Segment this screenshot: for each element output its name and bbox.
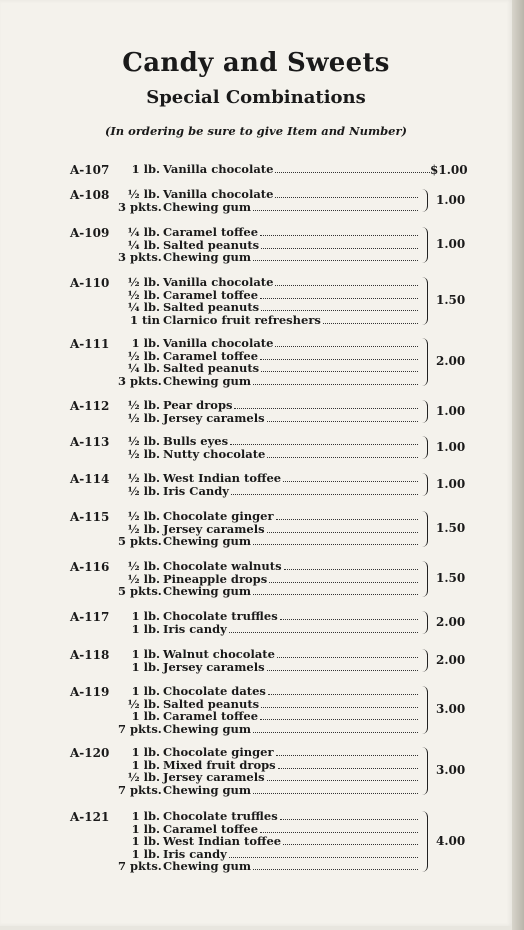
- item-quantity: 1 lb.: [131, 709, 160, 724]
- item-quantity: ¼ lb.: [127, 237, 160, 252]
- item-code: A-108: [70, 188, 110, 202]
- item-name: Chewing gum: [163, 782, 252, 797]
- grouping-brace: [421, 338, 428, 386]
- item-name: Caramel toffee: [163, 348, 259, 363]
- item-code: A-113: [70, 435, 110, 449]
- dot-leader: [275, 188, 418, 198]
- item-name: Chewing gum: [163, 721, 252, 736]
- item-quantity: 1 lb.: [131, 846, 160, 861]
- grouping-brace: [421, 686, 428, 734]
- item-quantity: 1 lb.: [131, 659, 160, 674]
- item-quantity: 1 lb.: [131, 809, 160, 823]
- item-name: West Indian toffee: [163, 471, 282, 485]
- item-quantity: 1 lb.: [131, 336, 160, 350]
- dot-leader: [267, 523, 418, 533]
- item-name: Chewing gum: [163, 534, 252, 549]
- dot-leader: [230, 435, 418, 445]
- item-code: A-110: [70, 276, 110, 290]
- item-name: Caramel toffee: [163, 287, 259, 302]
- dot-leader: [253, 860, 418, 870]
- grouping-brace: [421, 473, 428, 496]
- dot-leader: [260, 226, 418, 236]
- item-quantity: ½ lb.: [127, 187, 160, 201]
- item-name: Clarnico fruit refreshers: [163, 312, 321, 327]
- dot-leader: [229, 623, 418, 633]
- item-name: Jersey caramels: [163, 770, 265, 785]
- item-code: A-114: [70, 472, 110, 486]
- item-quantity: 1 lb.: [131, 162, 160, 176]
- item-code: A-109: [70, 226, 110, 240]
- dot-leader: [278, 759, 418, 769]
- item-code: A-118: [70, 648, 110, 662]
- item-quantity: 7 pkts.: [118, 782, 162, 797]
- item-code: A-116: [70, 560, 110, 574]
- grouping-brace: [421, 400, 428, 423]
- dot-leader: [260, 710, 418, 720]
- item-code: A-111: [70, 337, 110, 351]
- item-name: Chocolate truffles: [163, 809, 278, 823]
- item-name: Salted peanuts: [163, 237, 260, 252]
- item-quantity: ½ lb.: [127, 696, 160, 711]
- item-quantity: ½ lb.: [127, 559, 160, 573]
- item-price: 1.00: [436, 439, 466, 454]
- item-quantity: 1 lb.: [131, 621, 160, 636]
- item-quantity: 3 pkts.: [118, 250, 162, 265]
- item-quantity: ½ lb.: [127, 348, 160, 363]
- dot-leader: [267, 771, 418, 781]
- item-price: 1.00: [436, 236, 466, 251]
- dot-leader: [260, 289, 418, 299]
- item-code: A-107: [70, 163, 110, 177]
- grouping-brace: [421, 649, 428, 672]
- item-line: [118, 448, 418, 461]
- dot-leader: [323, 314, 418, 324]
- item-line: [118, 251, 418, 264]
- item-quantity: ½ lb.: [127, 275, 160, 289]
- item-quantity: 1 lb.: [131, 647, 160, 661]
- ordering-note: (In ordering be sure to give Item and Number): [104, 124, 407, 138]
- item-line: [118, 585, 418, 598]
- item-name: Chewing gum: [163, 859, 252, 874]
- dot-leader: [253, 585, 418, 595]
- item-price: 1.50: [436, 520, 466, 535]
- item-quantity: 3 pkts.: [118, 373, 162, 388]
- item-quantity: 1 lb.: [131, 821, 160, 836]
- item-price: 2.00: [436, 652, 466, 667]
- grouping-brace: [421, 511, 428, 547]
- item-line: [118, 201, 418, 214]
- item-quantity: ¼ lb.: [127, 361, 160, 376]
- dot-leader: [253, 723, 418, 733]
- grouping-brace: [421, 561, 428, 597]
- item-name: Chewing gum: [163, 373, 252, 388]
- item-price: 1.50: [436, 293, 466, 308]
- item-line: [118, 784, 418, 797]
- item-name: Jersey caramels: [163, 659, 265, 674]
- grouping-brace: [421, 189, 428, 212]
- item-quantity: ½ lb.: [127, 483, 160, 498]
- grouping-brace: [421, 811, 428, 872]
- grouping-brace: [421, 227, 428, 263]
- item-quantity: 1 lb.: [131, 834, 160, 849]
- item-name: Jersey caramels: [163, 521, 265, 536]
- dot-leader: [269, 573, 418, 583]
- item-code: A-115: [70, 510, 110, 524]
- item-name: Caramel toffee: [163, 709, 259, 724]
- item-quantity: 7 pkts.: [118, 721, 162, 736]
- item-name: Chocolate walnuts: [163, 559, 282, 573]
- item-line: [118, 723, 418, 736]
- item-quantity: ½ lb.: [127, 770, 160, 785]
- item-price: $1.00: [430, 163, 468, 177]
- dot-leader: [276, 746, 419, 756]
- item-quantity: 1 lb.: [131, 757, 160, 772]
- item-code: A-112: [70, 399, 110, 413]
- item-price: 2.00: [436, 614, 466, 629]
- item-line: [118, 623, 418, 636]
- item-name: Iris candy: [163, 621, 227, 636]
- dot-leader: [267, 412, 418, 422]
- item-name: Chocolate dates: [163, 684, 266, 698]
- item-price: 4.00: [436, 833, 466, 848]
- item-code: A-121: [70, 810, 110, 824]
- grouping-brace: [421, 611, 428, 634]
- dot-leader: [253, 784, 418, 794]
- item-quantity: ¼ lb.: [127, 300, 160, 315]
- item-name: Iris Candy: [163, 483, 229, 498]
- item-name: Caramel toffee: [163, 225, 259, 239]
- dot-leader: [261, 362, 418, 372]
- item-name: Vanilla chocolate: [163, 275, 274, 289]
- page-edge: [512, 0, 524, 930]
- item-name: Chewing gum: [163, 250, 252, 265]
- item-name: Chocolate truffles: [163, 609, 278, 623]
- item-quantity: ½ lb.: [127, 521, 160, 536]
- item-name: Nutty chocolate: [163, 446, 266, 461]
- item-line: [118, 485, 418, 498]
- dot-leader: [261, 239, 418, 249]
- dot-leader: [260, 823, 418, 833]
- item-name: Vanilla chocolate: [163, 162, 274, 176]
- grouping-brace: [421, 747, 428, 795]
- item-name: Salted peanuts: [163, 300, 260, 315]
- item-name: West Indian toffee: [163, 834, 282, 849]
- item-quantity: 1 lb.: [131, 745, 160, 759]
- item-price: 1.00: [436, 192, 466, 207]
- item-name: Walnut chocolate: [163, 647, 275, 661]
- item-price: 1.00: [436, 476, 466, 491]
- item-name: Bulls eyes: [163, 434, 229, 448]
- item-quantity: 5 pkts.: [118, 584, 162, 599]
- item-quantity: ½ lb.: [127, 398, 160, 412]
- item-quantity: ½ lb.: [127, 446, 160, 461]
- item-line: [118, 661, 418, 674]
- item-code: A-119: [70, 685, 110, 699]
- item-name: Chocolate ginger: [163, 509, 274, 523]
- item-quantity: ½ lb.: [127, 434, 160, 448]
- dot-leader: [276, 510, 419, 520]
- item-code: A-120: [70, 746, 110, 760]
- item-name: Pineapple drops: [163, 571, 268, 586]
- page-title: Candy and Sweets: [122, 48, 390, 78]
- item-quantity: 5 pkts.: [118, 534, 162, 549]
- dot-leader: [231, 485, 418, 495]
- dot-leader: [275, 163, 430, 173]
- dot-leader: [253, 375, 418, 385]
- item-name: Salted peanuts: [163, 696, 260, 711]
- item-quantity: 1 lb.: [131, 609, 160, 623]
- dot-leader: [261, 301, 418, 311]
- item-name: Vanilla chocolate: [163, 336, 274, 350]
- item-price: 1.50: [436, 570, 466, 585]
- item-line: [118, 860, 418, 873]
- item-quantity: ½ lb.: [127, 287, 160, 302]
- item-price: 3.00: [436, 702, 466, 717]
- item-name: Chewing gum: [163, 199, 252, 214]
- item-quantity: ½ lb.: [127, 571, 160, 586]
- item-name: Salted peanuts: [163, 361, 260, 376]
- item-quantity: 1 tin: [129, 312, 160, 327]
- dot-leader: [280, 610, 418, 620]
- dot-leader: [267, 661, 418, 671]
- item-line: [118, 314, 418, 327]
- item-quantity: ¼ lb.: [127, 225, 160, 239]
- item-price: 3.00: [436, 763, 466, 778]
- page-subtitle: Special Combinations: [146, 87, 366, 108]
- grouping-brace: [421, 277, 428, 325]
- item-quantity: ½ lb.: [127, 509, 160, 523]
- dot-leader: [267, 448, 418, 458]
- dot-leader: [260, 350, 418, 360]
- item-name: Jersey caramels: [163, 410, 265, 425]
- item-name: Mixed fruit drops: [163, 757, 276, 772]
- item-name: Caramel toffee: [163, 821, 259, 836]
- item-quantity: 1 lb.: [131, 684, 160, 698]
- dot-leader: [283, 472, 418, 482]
- dot-leader: [268, 685, 418, 695]
- item-quantity: 7 pkts.: [118, 859, 162, 874]
- dot-leader: [261, 698, 418, 708]
- dot-leader: [253, 201, 418, 211]
- item-price: 1.00: [436, 403, 466, 418]
- dot-leader: [283, 835, 418, 845]
- item-name: Iris candy: [163, 846, 227, 861]
- grouping-brace: [421, 436, 428, 459]
- dot-leader: [284, 560, 418, 570]
- dot-leader: [275, 337, 418, 347]
- item-name: Vanilla chocolate: [163, 187, 274, 201]
- dot-leader: [277, 648, 418, 658]
- item-quantity: ½ lb.: [127, 471, 160, 485]
- item-name: Chocolate ginger: [163, 745, 274, 759]
- item-name: Pear drops: [163, 398, 233, 412]
- dot-leader: [280, 810, 418, 820]
- dot-leader: [253, 251, 418, 261]
- item-quantity: 3 pkts.: [118, 199, 162, 214]
- dot-leader: [275, 276, 418, 286]
- dot-leader: [253, 535, 418, 545]
- item-line: [118, 163, 430, 176]
- item-quantity: ½ lb.: [127, 410, 160, 425]
- item-line: [118, 535, 418, 548]
- item-line: [118, 375, 418, 388]
- item-price: 2.00: [436, 354, 466, 369]
- dot-leader: [229, 848, 418, 858]
- item-line: [118, 412, 418, 425]
- item-name: Chewing gum: [163, 584, 252, 599]
- dot-leader: [234, 399, 418, 409]
- item-code: A-117: [70, 610, 110, 624]
